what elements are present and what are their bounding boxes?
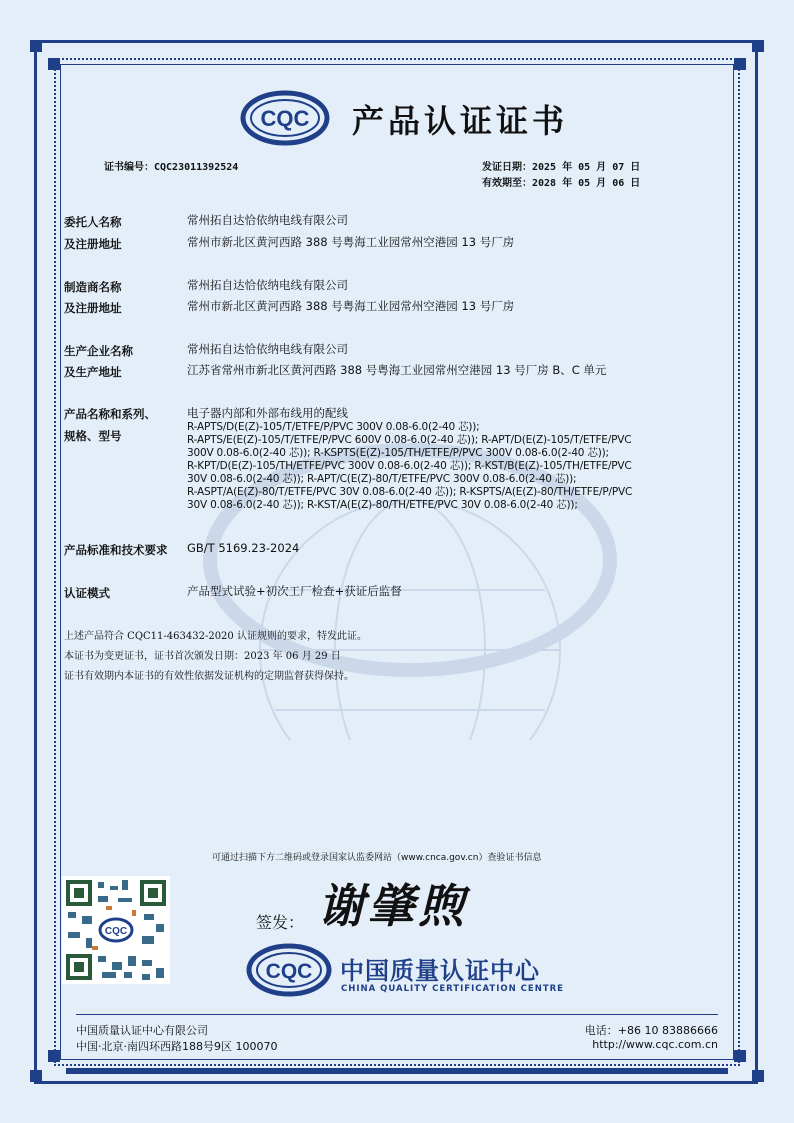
product-model-line: 300V 0.08-6.0(2-40 芯)); R-KSPTS(E(Z)-105/TH/ETFE/P/PVC 300V 0.08-6.0(2-40 芯)); — [187, 447, 609, 459]
expiry-date: 有效期至：2028 年 05 月 06 日 — [482, 178, 641, 189]
mode-label: 认证模式 — [64, 586, 110, 600]
applicant-label: 委托人名称 — [64, 215, 122, 229]
note-line: 本证书为变更证书，证书首次颁发日期：2023 年 06 月 29 日 — [64, 651, 341, 662]
footer-divider — [76, 1014, 718, 1015]
product-model-line: R-ASPT/A(E(Z)-80/T/ETFE/PVC 30V 0.08-6.0(2-40 芯)); R-KSPTS/A(E(Z)-80/TH/ETFE/P/PVC — [187, 486, 633, 498]
corner-square-bl — [30, 1070, 42, 1082]
manufacturer-label: 制造商名称 — [64, 280, 122, 294]
footer-company: 中国质量认证中心有限公司 — [76, 1024, 208, 1037]
footer-address: 中国·北京·南四环西路188号9区 100070 — [76, 1040, 278, 1053]
signature-label: 签发： — [256, 913, 305, 932]
svg-text:CQC: CQC — [265, 960, 313, 983]
cert-number: 证书编号：CQC23011392524 — [104, 162, 239, 173]
issue-date: 发证日期：2025 年 05 月 07 日 — [482, 162, 641, 173]
manufacturer-value: 常州拓自达恰依纳电线有限公司 — [187, 278, 348, 292]
product-model-line: R-APTS/D(E(Z)-105/T/ETFE/P/PVC 300V 0.08-6.0(2-40 芯)); — [187, 421, 480, 433]
manufacturer-address-label: 及注册地址 — [64, 301, 122, 315]
standard-value: GB/T 5169.23-2024 — [187, 541, 300, 555]
corner-square-br2 — [734, 1050, 746, 1062]
manufacturer-address-value: 常州市新北区黄河西路 388 号粤海工业园常州空港园 13 号厂房 — [187, 299, 515, 313]
footer-website-link[interactable]: http://www.cqc.com.cn — [592, 1038, 718, 1051]
applicant-address-label: 及注册地址 — [64, 237, 122, 251]
certificate-title: 产品认证证书 — [352, 102, 569, 140]
mode-value: 产品型式试验+初次工厂检查+获证后监督 — [187, 584, 402, 598]
svg-text:CQC: CQC — [104, 926, 128, 937]
product-label-line2: 规格、型号 — [64, 429, 122, 443]
corner-square-bl2 — [48, 1050, 60, 1062]
corner-square-tl — [30, 40, 42, 52]
cqc-logo-icon — [240, 90, 330, 146]
org-name-cn: 中国质量认证中心 — [340, 957, 540, 985]
factory-address-value: 江苏省常州市新北区黄河西路 388 号粤海工业园常州空港园 13 号厂房 B、C 单元 — [187, 363, 607, 377]
product-model-line: 30V 0.08-6.0(2-40 芯)); R-KST/A(E(Z)-80/TH/ETFE/PVC 30V 0.08-6.0(2-40 芯)); — [187, 499, 578, 511]
corner-square-tr2 — [734, 58, 746, 70]
product-name: 电子器内部和外部布线用的配线 — [187, 406, 348, 420]
org-name-en: CHINA QUALITY CERTIFICATION CENTRE — [341, 984, 564, 994]
product-model-line: 30V 0.08-6.0(2-40 芯)); R-APT/C(E(Z)-80/T/ETFE/PVC 300V 0.08-6.0(2-40 芯)); — [187, 473, 577, 485]
product-models — [187, 421, 632, 512]
factory-address-label: 及生产地址 — [64, 365, 122, 379]
standard-label: 产品标准和技术要求 — [64, 543, 168, 557]
factory-value: 常州拓自达恰依纳电线有限公司 — [187, 342, 348, 356]
signature-name: 谢肇煦 — [318, 879, 468, 933]
product-model-line: R-KPT/D(E(Z)-105/TH/ETFE/PVC 300V 0.08-6.0(2-40 芯)); R-KST/B(E(Z)-105/TH/ETFE/PVC — [187, 460, 632, 472]
product-model-line: R-APTS/E(E(Z)-105/T/ETFE/P/PVC 600V 0.08-6.0(2-40 芯)); R-APT/D(E(Z)-105/T/ETFE/PVC — [187, 434, 632, 446]
verify-text: 可通过扫描下方二维码或登录国家认监委网站（www.cnca.gov.cn）查验证书信息 — [212, 853, 542, 863]
applicant-address-value: 常州市新北区黄河西路 388 号粤海工业园常州空港园 13 号厂房 — [187, 235, 515, 249]
note-line: 证书有效期内本证书的有效性依据发证机构的定期监督获得保持。 — [64, 671, 354, 682]
applicant-value: 常州拓自达恰依纳电线有限公司 — [187, 213, 348, 227]
corner-square-tl2 — [48, 58, 60, 70]
svg-text:CQC: CQC — [260, 106, 310, 131]
factory-label: 生产企业名称 — [64, 344, 133, 358]
product-label-line1: 产品名称和系列、 — [64, 407, 156, 421]
corner-square-tr — [752, 40, 764, 52]
qr-code-icon[interactable] — [62, 876, 170, 984]
corner-square-br — [752, 1070, 764, 1082]
note-line: 上述产品符合 CQC11-463432-2020 认证规则的要求，特发此证。 — [64, 631, 367, 642]
footer-phone: 电话：+86 10 83886666 — [584, 1024, 718, 1037]
cqc-org-logo-icon — [246, 942, 332, 998]
bottom-bar — [66, 1068, 728, 1074]
